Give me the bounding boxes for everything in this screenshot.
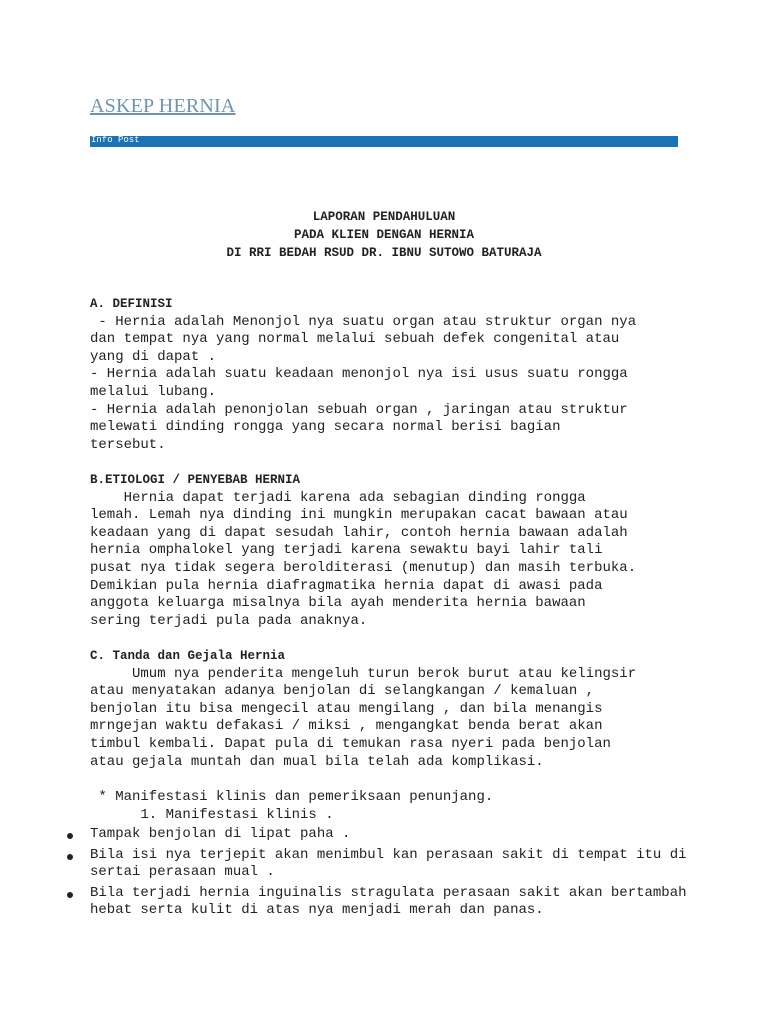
header-line: DI RRI BEDAH RSUD DR. IBNU SUTOWO BATURAJA: [226, 246, 542, 260]
body-line: atau gejala muntah dan mual bila telah ada komplikasi.: [90, 753, 544, 770]
body-line: atau menyatakan adanya benjolan di selangkangan / kemaluan ,: [90, 683, 595, 700]
list-item-text: Bila terjadi hernia inguinalis stragulata perasaan sakit akan bertambah hebat serta kulit di atas nya menjadi merah dan panas.: [90, 884, 687, 919]
body-line: mrngejan waktu defakasi / miksi , mengangkat benda berat akan: [90, 718, 603, 735]
body-line: sering terjadi pula pada anaknya.: [90, 612, 368, 629]
manifestasi-bullet-list: [60, 826, 700, 923]
body-line: * Manifestasi klinis dan pemeriksaan penunjang.: [90, 789, 494, 805]
bullet-icon: [67, 833, 73, 839]
section-heading: C. Tanda dan Gejala Hernia: [90, 649, 286, 663]
section-heading: A. DEFINISI: [90, 297, 173, 311]
body-line: timbul kembali. Dapat pula di temukan rasa nyeri pada benjolan: [90, 735, 611, 752]
body-line: Umum nya penderita mengeluh turun berok burut atau kelingsir: [90, 665, 637, 682]
body-line: Hernia dapat terjadi karena ada sebagian dinding rongga: [90, 489, 586, 506]
body-line: benjolan itu bisa mengecil atau mengilang , dan bila menangis: [90, 700, 603, 717]
body-line: tersebut.: [90, 436, 166, 453]
list-item: [60, 885, 700, 920]
post-title-link[interactable]: ASKEP HERNIA: [90, 95, 236, 117]
report-header: [0, 208, 768, 262]
section-etiologi: [90, 472, 690, 630]
body-line: pusat nya tidak segera berolditerasi (menutup) dan masih terbuka.: [90, 559, 637, 576]
body-line: yang di dapat .: [90, 348, 217, 365]
body-line: - Hernia adalah suatu keadaan menonjol nya isi usus suatu rongga: [90, 366, 628, 383]
list-item-text: Tampak benjolan di lipat paha .: [90, 826, 351, 842]
body-line: melewati dinding rongga yang secara normal berisi bagian: [90, 419, 561, 436]
body-line: dan tempat nya yang normal melalui sebuah defek congenital atau: [90, 331, 620, 348]
bullet-icon: [67, 892, 73, 898]
list-item-text: Bila isi nya terjepit akan menimbul kan perasaan sakit di tempat itu di sertai perasaan mual .: [90, 846, 687, 881]
section-tanda-gejala: [90, 648, 690, 771]
header-line: PADA KLIEN DENGAN HERNIA: [293, 228, 475, 242]
body-line: - Hernia adalah Menonjol nya suatu organ atau struktur organ nya: [90, 313, 637, 330]
section-heading: B.ETIOLOGI / PENYEBAB HERNIA: [90, 473, 301, 487]
body-line: Demikian pula hernia diafragmatika hernia dapat di awasi pada: [90, 577, 603, 594]
body-line: keadaan yang di dapat sesudah lahir, contoh hernia bawaan adalah: [90, 524, 628, 541]
bullet-icon: [67, 854, 73, 860]
body-line: - Hernia adalah penonjolan sebuah organ , jaringan atau struktur: [90, 401, 628, 418]
body-line: lemah. Lemah nya dinding ini mungkin merupakan cacat bawaan atau: [90, 507, 628, 524]
section-definisi: [90, 296, 690, 454]
list-item: [60, 847, 700, 882]
body-line: hernia omphalokel yang terjadi karena sewaktu bayi lahir tali: [90, 542, 603, 559]
header-line: LAPORAN PENDAHULUAN: [312, 210, 456, 224]
section-manifestasi: [90, 789, 690, 824]
info-post-label: Info Post: [91, 135, 140, 145]
info-post-bar: [90, 136, 678, 147]
body-line: melalui lubang.: [90, 383, 217, 400]
list-item: [60, 826, 700, 844]
body-line: 1. Manifestasi klinis .: [90, 806, 334, 823]
body-line: anggota keluarga misalnya bila ayah menderita hernia bawaan: [90, 595, 586, 612]
